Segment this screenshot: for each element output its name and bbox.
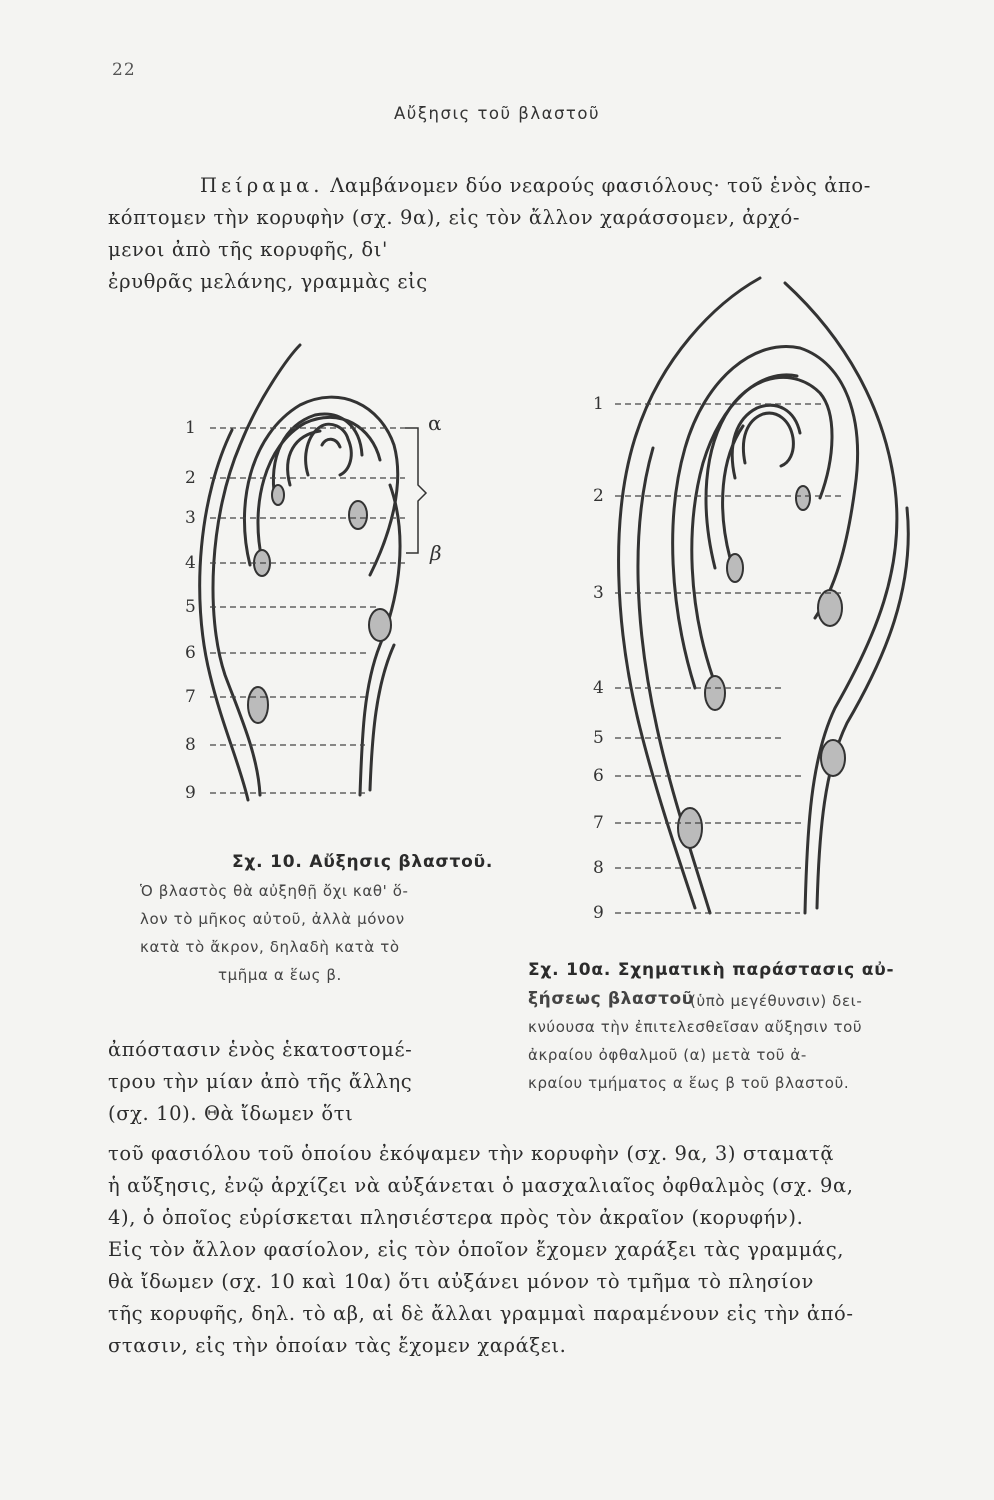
body-line-4: Εἰς τὸν ἄλλον φασίολον, εἰς τὸν ὁποῖον ἔχομεν χαράξει τὰς γραμμάς, <box>108 1238 845 1261</box>
fig10-label-6: 6 <box>185 643 196 663</box>
left-col-line-2: τρου τὴν μίαν ἀπὸ τῆς ἄλλης <box>108 1070 413 1093</box>
fig10-label-5: 5 <box>185 597 196 617</box>
fig10-caption-line-2: λον τὸ μῆκος αὐτοῦ, ἀλλὰ μόνον <box>140 910 405 928</box>
fig10-label-8: 8 <box>185 735 196 755</box>
fig10a-caption-line-1 <box>528 988 694 1011</box>
fig10-beta-label: β <box>430 541 442 565</box>
fig10a-label-1: 1 <box>593 394 604 414</box>
fig10a-caption-line-3: ἀκραίου ὀφθαλμοῦ (α) μετὰ τοῦ ἀ- <box>528 1046 807 1064</box>
apical-bud <box>743 413 793 466</box>
body-line-7: στασιν, εἰς τὴν ὁποίαν τὰς ἔχομεν χαράξει. <box>108 1334 567 1357</box>
fig10-label-9: 9 <box>185 783 196 803</box>
bud-4 <box>705 676 725 710</box>
page-number: 22 <box>112 60 136 80</box>
fig10a-label-4: 4 <box>593 678 604 698</box>
fig10-label-1: 1 <box>185 418 196 438</box>
fig10a-caption-line-2: κνύουσα τὴν ἐπιτελεσθεῖσαν αὔξησιν τοῦ <box>528 1018 863 1036</box>
fig10a-label-7: 7 <box>593 813 604 833</box>
outer-leaf-right-inner <box>817 508 908 908</box>
intro-line-4: ἐρυθρᾶς μελάνης, γραμμὰς εἰς <box>108 270 428 293</box>
fig10-caption-title: Σχ. 10. Αὔξησις βλαστοῦ. <box>232 852 494 872</box>
fig10-alpha-label: α <box>428 411 442 435</box>
fig10a-caption-line-4: κραίου τμήματος α ἕως β τοῦ βλαστοῦ. <box>528 1074 850 1092</box>
experiment-word: Πείραμα. <box>200 174 324 197</box>
body-line-1: τοῦ φασιόλου τοῦ ὁποίου ἐκόψαμεν τὴν κορυφὴν (σχ. 9α, 3) σταματᾷ <box>108 1142 835 1165</box>
fig10a-label-3: 3 <box>593 583 604 603</box>
middle-leaf <box>244 397 397 575</box>
body-line-3: 4), ὁ ὁποῖος εὑρίσκεται πλησιέστερα πρὸς τὸν ἀκραῖον (κορυφήν). <box>108 1206 804 1229</box>
bud-5 <box>369 609 391 641</box>
figure-10-shoot-diagram <box>180 335 470 830</box>
intro-line-2: κόπτομεν τὴν κορυφὴν (σχ. 9α), εἰς τὸν ἄλλον χαράσσομεν, ἀρχό- <box>108 206 801 229</box>
figure-10a-shoot-diagram <box>585 268 925 928</box>
bud-2 <box>272 485 284 505</box>
fig10-label-3: 3 <box>185 508 196 528</box>
section-heading: Αὔξησις τοῦ βλαστοῦ <box>394 104 600 123</box>
fig10a-label-6: 6 <box>593 766 604 786</box>
bud-3 <box>818 590 842 626</box>
fig10-caption-line-3: κατὰ τὸ ἄκρον, δηλαδὴ κατὰ τὸ <box>140 938 400 956</box>
fig10-caption-line-4: τμῆμα α ἕως β. <box>218 966 342 984</box>
bud-3 <box>349 501 367 529</box>
intro-line-1-text: Λαμβάνομεν δύο νεαρούς φασιόλους· τοῦ ἑνὸς ἀπο- <box>330 174 871 197</box>
bud-7 <box>678 808 702 848</box>
fig10-label-7: 7 <box>185 687 196 707</box>
fig10a-caption-bold: ξήσεως βλαστοῦ <box>528 989 694 1009</box>
fig10a-label-5: 5 <box>593 728 604 748</box>
bud-2 <box>727 554 743 582</box>
intro-line-1 <box>200 172 871 199</box>
fig10-label-4: 4 <box>185 553 196 573</box>
fig10a-caption-title: Σχ. 10α. Σχηματικὴ παράστασις αὐ- <box>528 960 895 980</box>
fig10a-label-2: 2 <box>593 486 604 506</box>
fig10a-caption-line-1-rest: (ὑπὸ μεγέθυνσιν) δει- <box>690 992 863 1010</box>
fig10a-label-9: 9 <box>593 903 604 923</box>
body-line-6: τῆς κορυφῆς, δηλ. τὸ αβ, αἱ δὲ ἄλλαι γραμμαὶ παραμένουν εἰς τὴν ἀπό- <box>108 1302 854 1325</box>
bud-1 <box>796 486 810 510</box>
body-line-5: θὰ ἴδωμεν (σχ. 10 καὶ 10α) ὅτι αὐξάνει μόνον τὸ τμῆμα τὸ πλησίον <box>108 1270 814 1293</box>
apical-bud-tip <box>322 439 340 447</box>
inner-leaf-2 <box>288 431 320 485</box>
body-line-2: ἡ αὔξησις, ἐνῷ ἀρχίζει νὰ αὐξάνεται ὁ μασχαλιαῖος ὀφθαλμὸς (σχ. 9α, <box>108 1174 854 1197</box>
fig10-caption-line-1: Ὁ βλαστὸς θὰ αὐξηθῇ ὄχι καθ' ὅ- <box>140 882 409 900</box>
left-col-line-3: (σχ. 10). Θὰ ἴδωμεν ὅτι <box>108 1102 354 1125</box>
left-col-line-1: ἀπόστασιν ἑνὸς ἑκατοστομέ- <box>108 1038 413 1061</box>
fig10-label-2: 2 <box>185 468 196 488</box>
intro-line-3: μενοι ἀπὸ τῆς κορυφῆς, δι' <box>108 238 388 261</box>
bud-5 <box>821 740 845 776</box>
fig10a-label-8: 8 <box>593 858 604 878</box>
bud-7 <box>248 687 268 723</box>
